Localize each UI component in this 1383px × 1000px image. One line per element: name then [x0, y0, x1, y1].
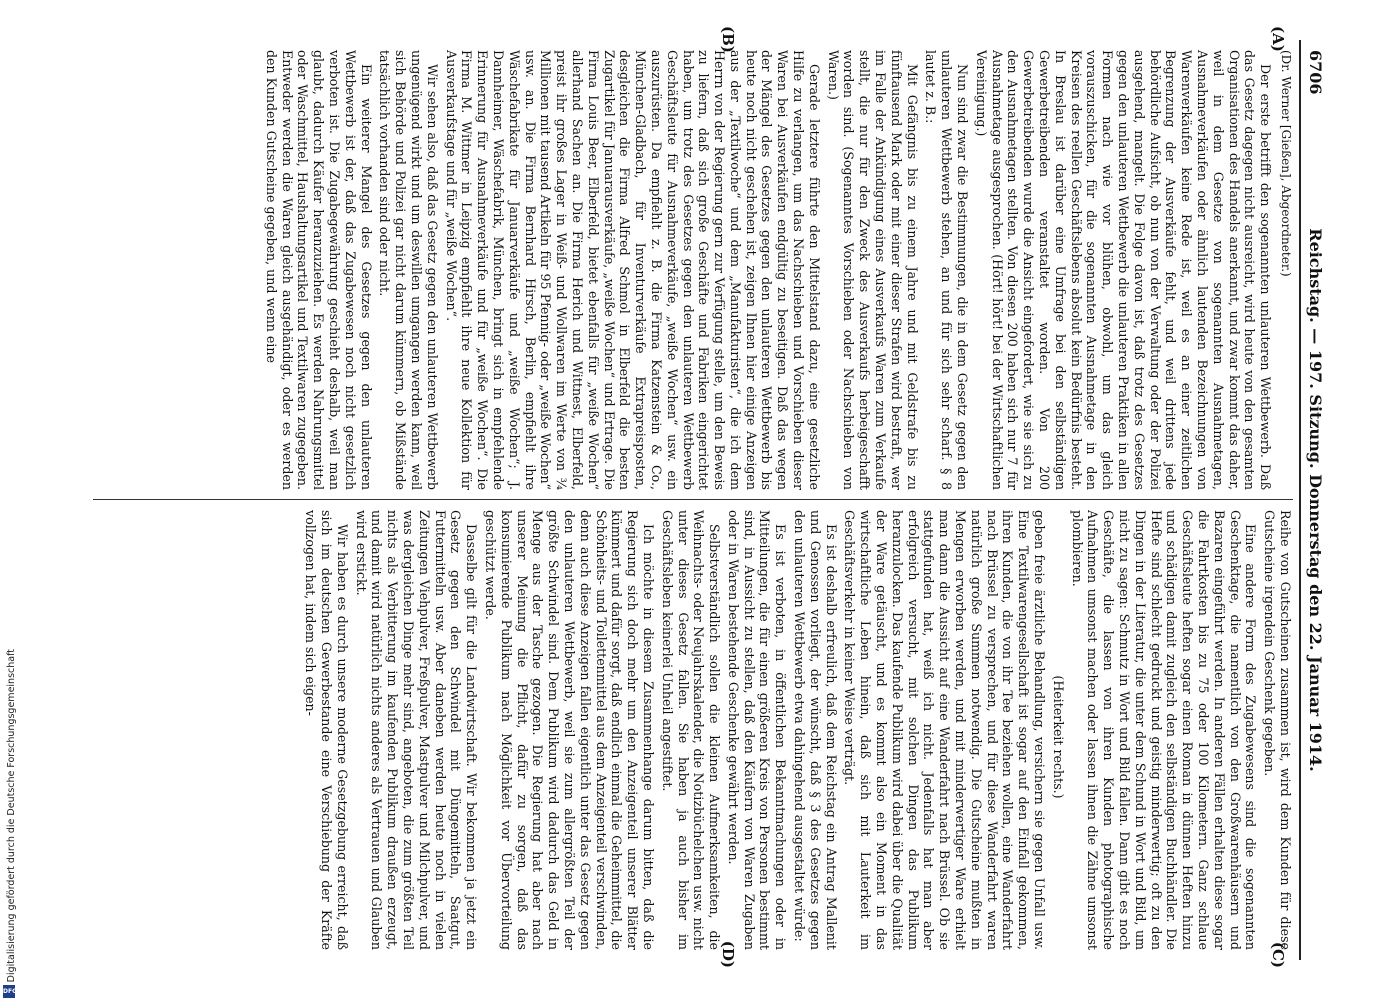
paragraph: Ein weiterer Mangel des Gesetzes gegen den unlauteren Wettbewerb ist der, daß das Zugabewesen noch nicht gesetzlich verboten ist. Die Zugabegewährung geschieht deshalb, weil man glaubt, dadurch Käufer heranzuziehen. Es werden Nahrungsmittel oder Waschmittel, Haushaltungsartikel und Textilwaren zugegeben. Entweder werden die Waren gleich ausgehändigt, oder es werden den Kunden Gutscheine gegeben, und wenn eine	[263, 50, 374, 490]
page-number: 6706	[1305, 50, 1325, 95]
column-divider	[93, 499, 1293, 500]
speaker-line: (Dr. Werner [Gießen], Abgeordneter.)	[1278, 50, 1293, 277]
margin-marker-d: (D)	[718, 940, 737, 968]
quoted-paragraph: Es ist verboten, in öffentlichen Bekanntmachungen oder in Mitteilungen, die für einen größeren Kreis von Personen bestimmt sind, in Aussicht zu stellen, daß den Käufern von Waren Zugaben oder in Waren bestehende Geschenke gewährt werden.	[725, 510, 788, 950]
digitization-credit: Digitalisierung gefördert durch die Deutsche Forschungsgemeinschaft	[6, 648, 17, 982]
paragraph: Ich möchte in diesem Zusammenhange darum bitten, daß die Regierung sich doch mehr um den Anzeigenteil unserer Blätter kümmert und dafür sorgt, daß endlich einmal die Geheimmittel, die Schönheits- und Toilettenmittel aus dem Anzeigenteil verschwinden, denn auch diese Anzeigen fallen eigentlich unter das Gesetz gegen den unlauteren Wettbewerb, weil sie zum allergrößten Teil der größte Schwindel sind. Dem Publikum wird dadurch das Geld in Menge aus der Tasche gezogen. Die Regierung hat aber nach unserer Meinung die Pflicht, dafür zu sorgen, daß das konsumierende Publikum nach Möglichkeit vor Übervorteilung geschützt werde.	[482, 510, 656, 950]
paragraph: Reihe von Gutscheinen zusammen ist, wird dem Kunden für diese Gutscheine irgendein Geschenk gegeben.	[1261, 510, 1293, 950]
page-header	[1303, 30, 1327, 970]
paragraph: Dasselbe gilt für die Landwirtschaft. Wir bekommen ja jetzt ein Gesetz gegen den Schwindel mit Düngemitteln, Saatgut, Futtermitteln usw. Aber daneben werden heute noch in vielen Zeitungen Viehpulver, Freßpulver, Mastpulver und Milchpulver, und was dergleichen Dinge mehr sind, angeboten, die zum größten Teil nichts als Verbitterung im kaufenden Publikum draußen erzeugt, und damit wird natürlich nichts anderes als Vertrauen und Glauben wird erstickt.	[353, 510, 479, 950]
paragraph: Wir haben es durch unsere moderne Gesetzgebung erreicht, daß sich im deutschen Gewerbestande eine Verschiebung der Kräfte vollzogen hat, indem sich eigen-	[302, 510, 350, 950]
quoted-paragraph: Mit Gefängnis bis zu einem Jahre und mit Geldstrafe bis zu fünftausend Mark oder mit einer dieser Strafen wird bestraft, wer im Falle der Ankündigung eines Ausverkaufs Waren zum Verkaufe stellt, die nur für den Zweck des Ausverkaufs herbeigeschafft worden sind. (Sogenanntes Vorschieben oder Nachschieben von Waren.)	[825, 50, 920, 490]
right-column	[93, 510, 1293, 950]
interjection: (Heiterkeit rechts.)	[1050, 675, 1066, 799]
paragraph: Eine andere Form des Zugabewesens sind die sogenannten Geschenktage, die namentlich von den Großwarenhäusern und Bazaren eingeführt werden. In anderen Fällen erhalten diese sogar die Fahrtkosten bis zu 75 oder 100 Kilometern. Ganz schlaue Geschäftsleute heften sogar einen Roman in dünnen Heften hinzu und schädigen damit zugleich den selbständigen Buchhändler. Die Hefte sind schlecht gedruckt und geistig minderwertig; oft zu den Dingen in der Literatur, die unter dem Schund in Wort und Bild, um nicht zu sagen: Schmutz in Wort und Bild fallen. Dann gibt es noch Geschäfte, die lassen von ihren Kunden photographische Aufnahmen umsonst machen oder lassen ihnen die Zähne umsonst plombieren.	[1069, 510, 1258, 950]
paragraph: geben freie ärztliche Behandlung, versichern sie gegen Unfall usw. Eine Textilwarengesellschaft ist sogar auf den Einfall gekommen, ihren Kunden, die von ihr Tee beziehen wollen, eine Wanderfahrt nach Brüssel zu versprechen, und für diese Wanderfahrt waren natürlich große Summen notwendig. Die Gutscheine mußten in Mengen erworben werden, und mit minderwertiger Ware erhielt man dann die Aussicht auf eine Wanderfahrt nach Brüssel. Ob sie stattgefunden hat, weiß ich nicht. Jedenfalls hat man aber erfolgreich versucht, mit solchen Dingen das Publikum heranzulocken. Das kaufende Publikum wird dabei über die Qualität der Ware getäuscht, und es kommt also ein Moment in das wirtschaftliche Leben hinein, daß sich mit Lauterkeit im Geschäftsverkehr in keiner Weise verträgt.	[841, 510, 1047, 950]
page-title: Reichstag. — 197. Sitzung. Donnerstag den 22. Januar 1914.	[1305, 228, 1325, 772]
margin-marker-a: (A)	[1268, 26, 1287, 52]
paragraph: Nun sind zwar die Bestimmungen, die in dem Gesetz gegen den unlauteren Wettbewerb stehen, an und für sich sehr scharf. § 8 lautet z. B.:	[922, 50, 970, 490]
paragraph: Gerade letztere führte den Mittelstand dazu, eine gesetzliche Hilfe zu verlangen, um das Nachschieben und Vorschieben dieser Waren bei Ausverkäufen endgültig zu beseitigen. Daß das wegen der Mängel des Gesetzes gegen den unlauteren Wettbewerb bis heute noch nicht geschehen ist, zeigen Ihnen hier einige Anzeigen aus der „Textilwoche“ und dem „Manufakturisten“, die ich dem Herrn von der Regierung gern zur Verfügung stelle, um den Beweis zu liefern, daß sich große Geschäfte und Fabriken eingerichtet haben, um trotz des Gesetzes gegen den unlauteren Wettbewerb Geschäftsleute für Ausnahmeverkäufe, „weiße Wochen“ usw. ein auszurüsten. Da empfiehlt z. B. die Firma Katzenstein & Co., München-Gladbach, für Inventurverkäufe Extrapreisposten, desgleichen die Firma Alfred Schmol in Elberfeld die besten Zugartikel für Januarausverkäufe, „weiße Wochen“ und Ertrage. Die Firma Louis Beer, Elberfeld, bietet ebenfalls für „weiße Wochen“ allerhand Sachen an. Die Firma Herich und Wittnest, Elberfeld, preist ihr großes Lager in Weiß- und Wollwaren im Werte von ¾ Millionen mit tausend Artikeln für 95 Pfennig- oder „weiße Wochen“ usw. an. Die Firma Bernhard Hirsch, Berlin, empfiehlt ihre Wäschefabrikate für Januarverkäufe und „weiße Wochen“; J. Dannheimer, Wäschefabrik, München, bringt sich in empfehlende Erinnerung für Ausnahmeverkäufe und für „weiße Wochen“. Die Firma M. Wittmer in Leipzig empfiehlt ihre neue Kollektion für Ausverkaufstage und für „weiße Wochen“.	[443, 50, 822, 490]
rotated-page-content	[57, 26, 1327, 970]
dfg-logo-icon: DFG	[3, 985, 15, 998]
left-column	[93, 50, 1293, 490]
margin-marker-c: (C)	[1268, 941, 1287, 968]
paragraph: Es ist deshalb erfreulich, daß dem Reichstag ein Antrag Mallenit und Genossen vorliegt, der wünscht, daß § 3 des Gesetzes gegen den unlauteren Wettbewerb etwa dahingehend ausgestaltet würde:	[791, 510, 839, 950]
header-rule	[1299, 40, 1301, 960]
paragraph: Wir sehen also, daß das Gesetz gegen den unlauteren Wettbewerb ungenügend wirkt und um deswillen umgangen werden kann, weil sich Behörde und Polizei gar nicht darum kümmern, ob Mißstände tatsächlich vorhanden sind oder nicht.	[376, 50, 440, 490]
paragraph: Selbstverständlich sollen die kleinen Aufmerksamkeiten, die Weihnachts- oder Neujahrskalender, die Notizbüchelchen usw. nicht unter dieses Gesetz fallen. Sie haben ja auch bisher im Geschäftsleben keinerlei Unheil angestiftet.	[659, 510, 722, 950]
margin-marker-b: (B)	[718, 26, 737, 53]
paragraph: Der erste betrifft den sogenannten unlauteren Wettbewerb. Daß das Gesetz dagegen nicht ausreicht, wird heute von den gesamten Organisationen des Handels anerkannt, und zwar kommt das daher, weil in dem Gesetze von sogenannten Ausnahmetagen, Ausnahmeverkäufen oder ähnlich lautenden Bezeichnungen von Warenverkäufen keine Rede ist, weil es an einer zeitlichen Begrenzung der Ausverkäufe fehlt, und weil drittens jede behördliche Aufsicht, ob nun von der Verwaltung oder der Polizei ausgehend, mangelt. Die Folge davon ist, daß trotz des Gesetzes gegen den unlauteren Wettbewerb die unlauteren Praktiken in allen Formen nach wie vor blühen, obwohl, um das gleich vorauszuschicken, für die sogenannten Ausnahmetage in den Kreisen des reellen Geschäftslebens absolut kein Bedürfnis besteht. In Breslau ist darüber eine Umfrage bei den selbständigen Gewerbetreibenden veranstaltet worden. Von 200 Gewerbetreibenden wurde die Ansicht eingefordert, wie sie sich zu den Ausnahmetagen stellten. Von diesen 200 haben sich nur 7 für Ausnahmetage ausgesprochen. (Hört! hört! bei der Wirtschaftlichen Vereinigung.)	[973, 50, 1273, 490]
